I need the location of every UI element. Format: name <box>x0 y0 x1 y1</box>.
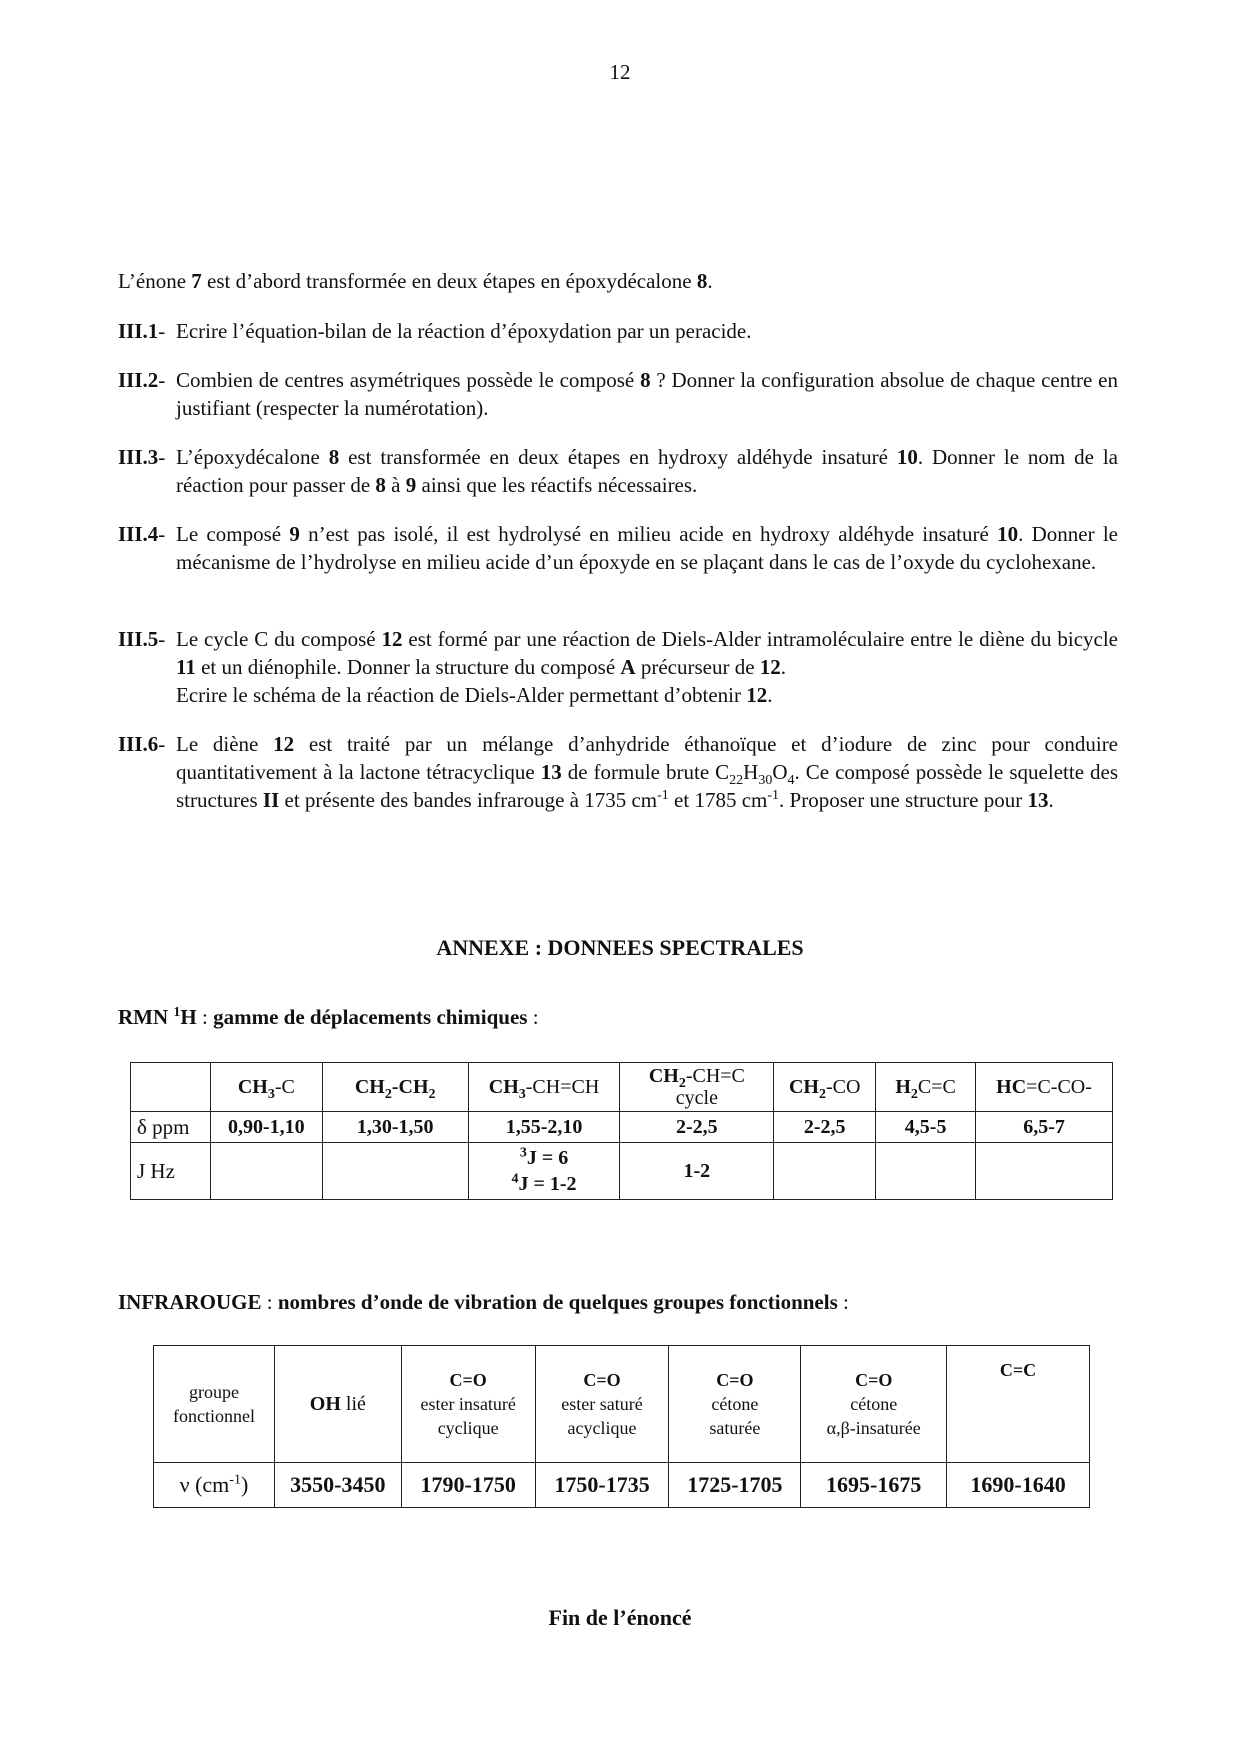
ir-header-row <box>154 1346 1090 1463</box>
ir-header-cell: groupe fonctionnel <box>154 1346 275 1463</box>
rmn-header-cell: $CH_2-CO$ <box>774 1063 876 1112</box>
ir-header-cell: C=O cétone α,β-insaturée <box>801 1346 947 1463</box>
rmn-value: 6,5-7 <box>976 1112 1113 1143</box>
rmn-value: 0,90-1,10 <box>210 1112 322 1143</box>
rmn-row-label: δ ppm <box>131 1112 211 1143</box>
rmn-header-cell: $H_2C=C$ <box>876 1063 976 1112</box>
ir-heading: INFRAROUGE : nombres d’onde de vibration de quelques groupes fonctionnels : <box>118 1290 849 1314</box>
rmn-value: 4,5-5 <box>876 1112 976 1143</box>
rmn-header-cell: $CH_2-CH_2$ <box>322 1063 468 1112</box>
rmn-j-row <box>131 1143 1113 1200</box>
rmn-table <box>130 1062 1113 1200</box>
rmn-delta-row <box>131 1112 1113 1143</box>
ir-value: 1790-1750 <box>401 1463 535 1508</box>
rmn-header-row <box>131 1063 1113 1112</box>
page-number: 12 <box>609 60 631 84</box>
rmn-value: 2-2,5 <box>620 1112 774 1143</box>
rmn-value: 2-2,5 <box>774 1112 876 1143</box>
question-III-4: III.4- Le composé 9 n’est pas isolé, il est hydrolysé en milieu acide en hydroxy aldéhyde insaturé 10. Donner le mécanisme de l’hydrolyse en milieu acide d’un époxyde en se plaçant dans le cas de l’oxyde du cyclohexane. <box>118 522 1118 574</box>
ir-value: 1690-1640 <box>947 1463 1090 1508</box>
ir-value: 3550-3450 <box>274 1463 401 1508</box>
rmn-value: 1,55-2,10 <box>468 1112 620 1143</box>
ir-value-row <box>154 1463 1090 1508</box>
ir-header-cell: C=O cétone saturée <box>669 1346 801 1463</box>
end-of-statement: Fin de l’énoncé <box>548 1605 692 1630</box>
question-III-3: III.3- L’époxydécalone 8 est transformée en deux étapes en hydroxy aldéhyde insaturé 10. Donner le nom de la réaction pour passer de 8 à 9 ainsi que les réactifs nécessaires. <box>118 445 1118 497</box>
intro-paragraph: L’énone 7 est d’abord transformée en deux étapes en époxydécalone 8. <box>118 269 713 293</box>
rmn-j-coupling: $^3$J = 6 $^4$J = 1-2 <box>468 1143 620 1200</box>
ir-header-cell: C=O ester insaturé cyclique <box>401 1346 535 1463</box>
rmn-value: 1,30-1,50 <box>322 1112 468 1143</box>
rmn-heading: RMN $^1$H : gamme de déplacements chimiques : <box>118 1005 539 1029</box>
question-III-5: III.5- Le cycle C du composé 12 est formé par une réaction de Diels-Alder intramoléculaire entre le diène du bicycle 11 et un diénophile. Donner la structure du composé A précurseur de 12. Ecrire le schéma de la réaction de Diels-Alder permettant d’obtenir 12. <box>118 627 1118 707</box>
rmn-value: 1-2 <box>620 1143 774 1200</box>
question-III-6: III.6- Le diène 12 est traité par un mélange d’anhydride éthanoïque et d’iodure de zinc pour conduire quantitativement à la lactone tétracyclique 13 de formule brute $C_{22}H_{30}O_4$. Ce composé possède le squelette des structures II et présente des bandes infrarouge à 1735 $cm^{-1}$ et 1785 $cm^{-1}$. Proposer une structure pour 13. <box>118 732 1119 812</box>
ir-header-cell: C=O ester saturé acyclique <box>535 1346 669 1463</box>
rmn-header-cell: HC=C-CO- <box>976 1063 1113 1112</box>
question-III-2: III.2- Combien de centres asymétriques possède le composé 8 ? Donner la configuration absolue de chaque centre en justifiant (respecter la numérotation). <box>118 368 1118 420</box>
rmn-row-label: J Hz <box>131 1143 211 1200</box>
rmn-header-cell: $CH_3-C$ <box>210 1063 322 1112</box>
ir-header-cell: OH lié <box>274 1346 401 1463</box>
ir-row-label: ν $(cm^{-1})$ <box>154 1463 275 1508</box>
rmn-empty-corner <box>131 1063 211 1112</box>
ir-value: 1695-1675 <box>801 1463 947 1508</box>
ir-value: 1725-1705 <box>669 1463 801 1508</box>
annexe-title: ANNEXE : DONNEES SPECTRALES <box>436 935 804 960</box>
ir-table <box>153 1345 1090 1508</box>
rmn-header-cell: $CH_2-CH=C$ cycle <box>620 1063 774 1112</box>
question-III-1: III.1- Ecrire l’équation-bilan de la réaction d’époxydation par un peracide. <box>118 319 752 343</box>
ir-header-cell: C=C <box>947 1346 1090 1463</box>
ir-value: 1750-1735 <box>535 1463 669 1508</box>
rmn-header-cell: $CH_3-CH=CH$ <box>468 1063 620 1112</box>
